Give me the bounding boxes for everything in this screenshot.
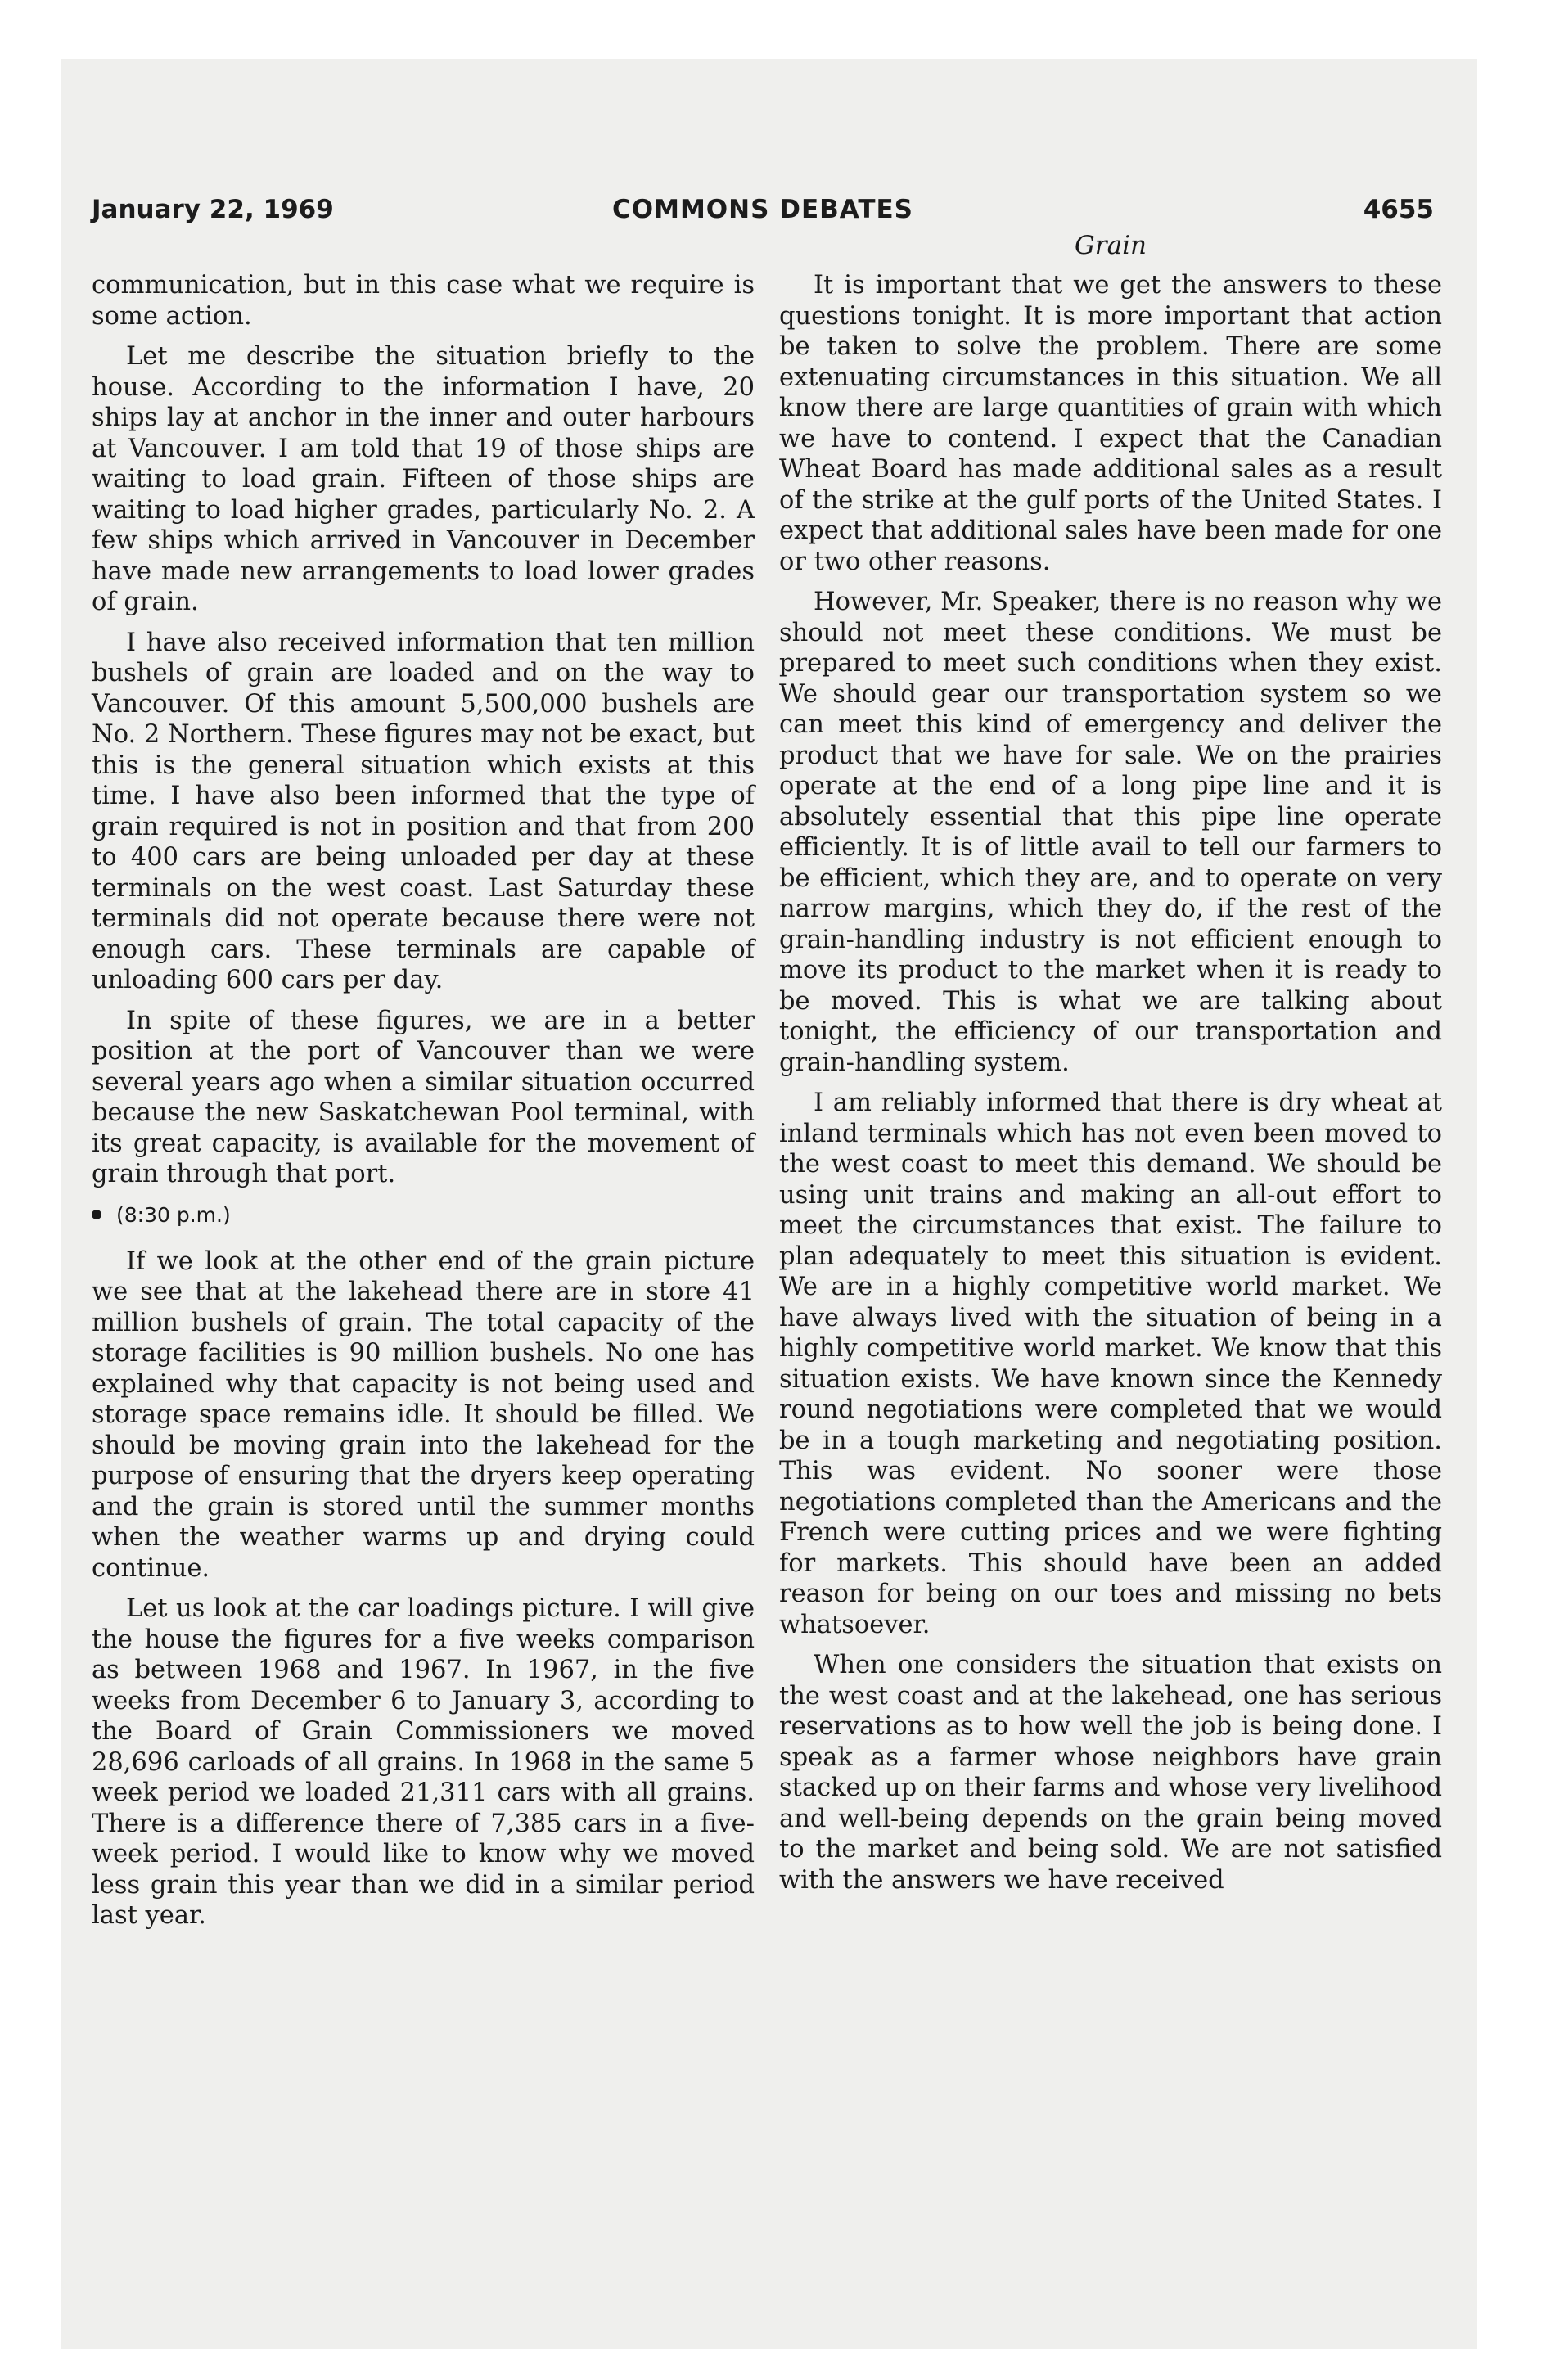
paragraph: Let us look at the car loadings picture. I will give the house the figures for a five weeks comparison as between 1968 and 1967. In 1967, in the five weeks from December 6 to January 3, according to the Board of Grain Commissioners we moved 28,696 carloads of all grains. In 1968 in the same 5 week period we loaded 21,311 cars with all grains. There is a difference there of 7,385 cars in a five-week period. I would like to know why we moved less grain this year than we did in a similar period last year. bbox=[92, 1594, 755, 1930]
paragraph: However, Mr. Speaker, there is no reason why we should not meet these conditions. We must be prepared to meet such conditions when they exist. We should gear our transportation system so we can meet this kind of emergency and deliver the product that we have for sale. We on the prairies operate at the end of a long pipe line and it is absolutely essential that this pipe line operate efficiently. It is of little avail to tell our farmers to be efficient, which they are, and to operate on very narrow margins, which they do, if the rest of the grain-handling industry is not efficient enough to move its product to the market when it is ready to be moved. This is what we are talking about tonight, the efficiency of our transportation and grain-handling system. bbox=[779, 588, 1442, 1077]
paragraph: When one considers the situation that exists on the west coast and at the lakehead, one has serious reservations as to how well the job is being done. I speak as a farmer whose neighbors have grain stacked up on their farms and whose very livelihood and well-being depends on the grain being moved to the market and being sold. We are not satisfied with the answers we have received bbox=[779, 1651, 1442, 1895]
bullet-icon bbox=[92, 1210, 101, 1219]
paragraph: I have also received information that ten million bushels of grain are loaded and on the way to Vancouver. Of this amount 5,500,000 bushels are No. 2 Northern. These figures may not be exact, but this is the general situation which exists at this time. I have also been informed that the type of grain required is not in position and that from 200 to 400 cars are being unloaded per day at these terminals on the west coast. Last Saturday these terminals did not operate because there were not enough cars. These terminals are capable of unloading 600 cars per day. bbox=[92, 628, 755, 994]
header-date: January 22, 1969 bbox=[92, 195, 334, 224]
paragraph: I am reliably informed that there is dry wheat at inland terminals which has not even been moved to the west coast to meet this demand. We should be using unit trains and making an all-out effort to meet the circumstances that exist. The failure to plan adequately to meet this situation is evident. We are in a highly competitive world market. We have always lived with the situation of being in a highly competitive world market. We know that this situation exists. We have known since the Kennedy round negotiations were completed that we would be in a tough marketing and negotiating position. This was evident. No sooner were those negotiations completed than the Americans and the French were cutting prices and we were fighting for markets. This should have been an added reason for being on our toes and missing no bets whatsoever. bbox=[779, 1089, 1442, 1639]
paragraph: Let me describe the situation briefly to the house. According to the information I have, 20 ships lay at anchor in the inner and outer harbours at Vancouver. I am told that 19 of those ships are waiting to load grain. Fifteen of those ships are waiting to load higher grades, particularly No. 2. A few ships which arrived in Vancouver in December have made new arrangements to load lower grades of grain. bbox=[92, 342, 755, 616]
paragraph: If we look at the other end of the grain picture we see that at the lakehead there are in store 41 million bushels of grain. The total capacity of the storage facilities is 90 million bushels. No one has explained why that capacity is not being used and storage space remains idle. It should be filled. We should be moving grain into the lakehead for the purpose of ensuring that the dryers keep operating and the grain is stored until the summer months when the weather warms up and drying could continue. bbox=[92, 1246, 755, 1583]
paragraph: It is important that we get the answers to these questions tonight. It is more important that action be taken to solve the problem. There are some extenuating circumstances in this situation. We all know there are large quantities of grain with which we have to contend. I expect that the Canadian Wheat Board has made additional sales as a result of the strike at the gulf ports of the United States. I expect that additional sales have been made for one or two other reasons. bbox=[779, 271, 1442, 576]
time-marker-text: (8:30 p.m.) bbox=[116, 1202, 231, 1227]
header-title: COMMONS DEBATES bbox=[612, 195, 913, 224]
header-page-number: 4655 bbox=[1363, 195, 1434, 224]
left-column bbox=[92, 270, 755, 1941]
section-heading: Grain bbox=[1075, 231, 1147, 260]
right-column bbox=[779, 229, 1442, 1905]
paragraph: communication, but in this case what we require is some action. bbox=[92, 271, 755, 331]
time-marker bbox=[92, 1200, 755, 1230]
paragraph: In spite of these figures, we are in a better position at the port of Vancouver than we were several years ago when a similar situation occurred because the new Saskatchewan Pool terminal, with its great capacity, is available for the movement of grain through that port. bbox=[92, 1006, 755, 1188]
